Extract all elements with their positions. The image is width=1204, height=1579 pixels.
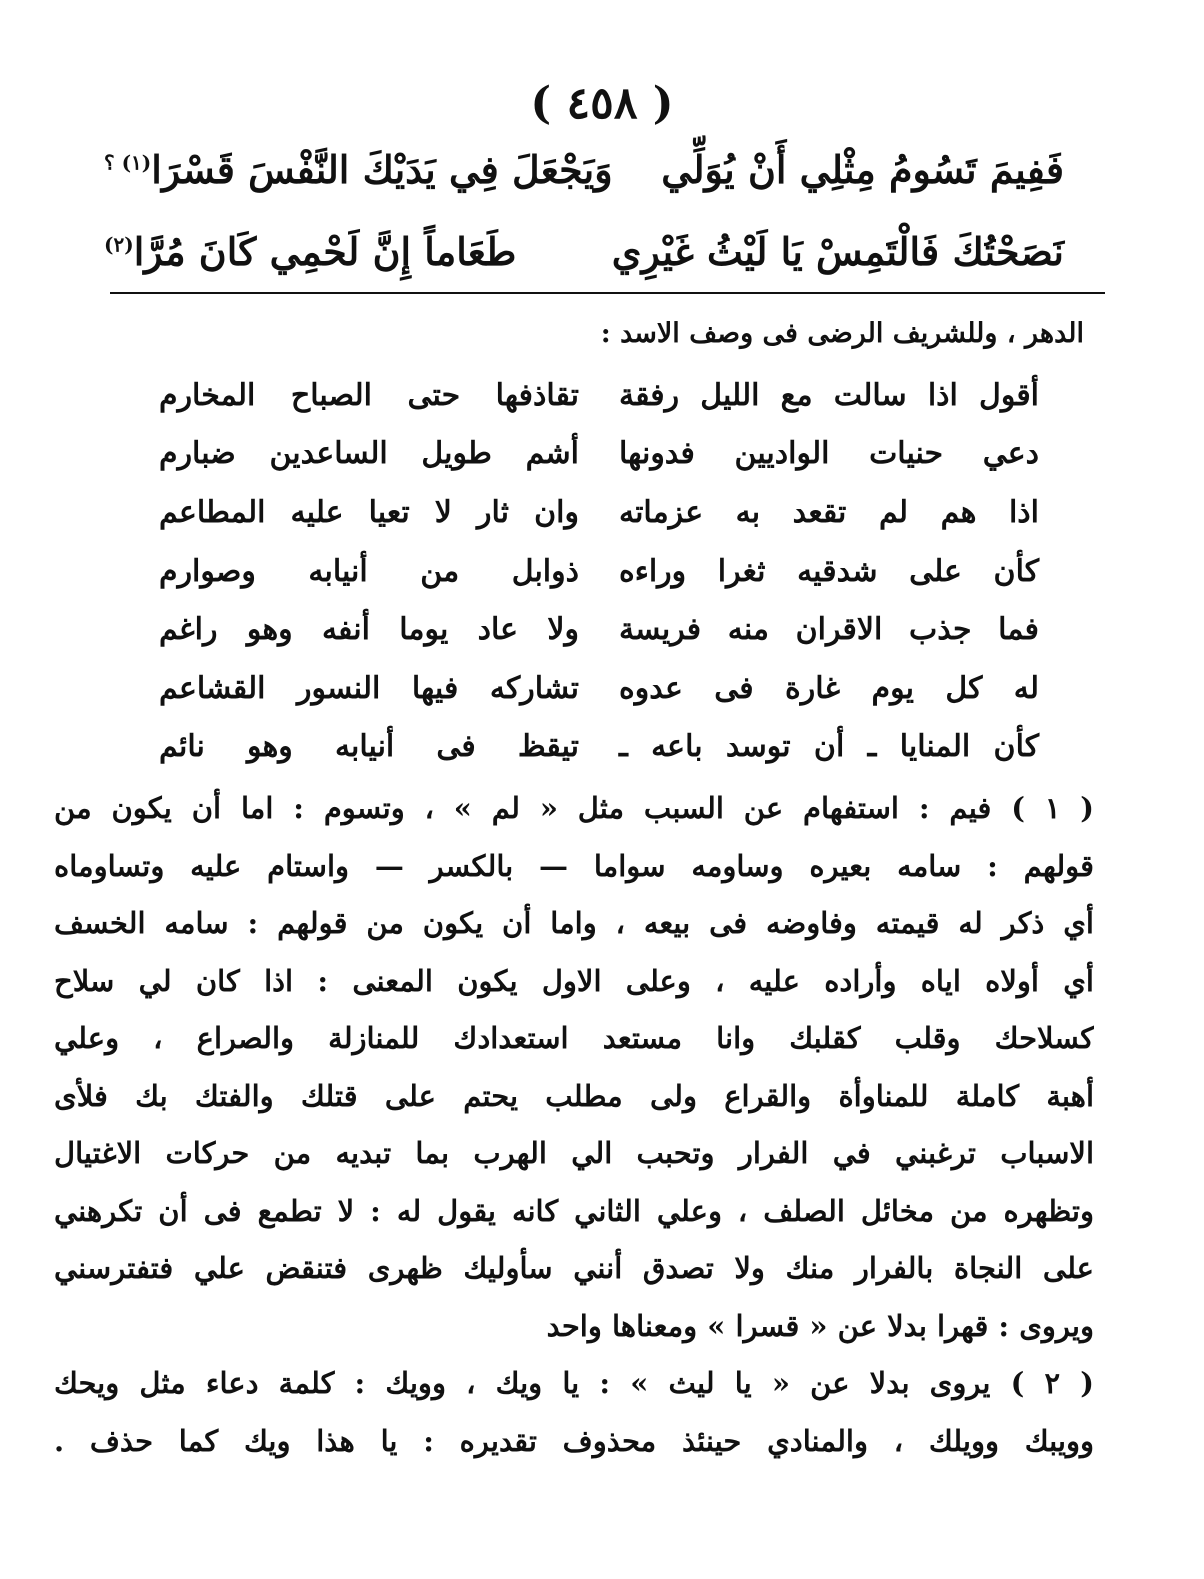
poem-second-hemistich: تيقظ فى أنيابه وهو نائم xyxy=(159,729,579,765)
top-verses xyxy=(104,128,1064,292)
poem-line xyxy=(159,366,1039,425)
poem-first-hemistich: فما جذب الاقران منه فريسة xyxy=(619,612,1039,648)
verse-text: طَعَاماً إِنَّ لَحْمِي كَانَ مُرَّا xyxy=(133,228,517,274)
footnote-line: على النجاة بالفرار منك ولا تصدق أنني سأوليك ظهرى فتنقض علي فتفترسني xyxy=(54,1251,1094,1285)
footnote-line: الاسباب ترغبني في الفرار وتحبب الي الهرب بما تبديه من حركات الاغتيال xyxy=(54,1136,1094,1170)
poem-second-hemistich: ذوابل من أنيابه وصوارم xyxy=(159,553,579,589)
poem-line xyxy=(159,718,1039,777)
footnotes xyxy=(54,780,1094,1470)
poem-first-hemistich: اذا هم لم تقعد به عزماته xyxy=(619,494,1039,530)
verse-text: وَيَجْعَلَ فِي يَدَيْكَ النَّفْسَ قَسْرَا xyxy=(151,146,613,192)
footnote-line: أهبة كاملة للمناوأة والقراع ولى مطلب يحتم على قتلك والفتك بك فلأى xyxy=(54,1078,1094,1113)
poem-first-hemistich: كأن المنايا ـ أن توسد باعه ـ xyxy=(619,729,1039,765)
verse-first-hemistich: نَصَحْتُكَ فَالْتَمِسْ يَا لَيْثُ غَيْرِي xyxy=(611,228,1064,274)
quoted-poem xyxy=(159,366,1039,776)
footnote-line: أي أولاه اياه وأراده عليه ، وعلى الاول يكون المعنى : اذا كان لي سلاح xyxy=(54,963,1094,998)
footnote-ref: (٢) xyxy=(104,231,134,256)
poem-line xyxy=(159,483,1039,542)
poem-first-hemistich: دعي حنيات الواديين فدونها xyxy=(619,436,1039,472)
footnote-line: كسلاحك وقلب كقلبك وانا مستعد استعدادك للمنازلة والصراع ، وعلي xyxy=(54,1021,1094,1055)
verse-line xyxy=(104,128,1064,210)
poem-first-hemistich: كأن على شدقيه ثغرا وراءه xyxy=(619,553,1039,589)
page-number: ( ٤٥٨ ) xyxy=(530,78,674,129)
poem-line xyxy=(159,600,1039,659)
verse-second-hemistich xyxy=(104,147,613,192)
poem-second-hemistich: تشاركه فيها النسور القشاعم xyxy=(159,670,579,706)
footnote-ref: (١) ؟ xyxy=(104,149,152,174)
poem-second-hemistich: ولا عاد يوما أنفه وهو راغم xyxy=(159,612,579,648)
verse-line xyxy=(104,210,1064,292)
poem-line xyxy=(159,425,1039,484)
poem-second-hemistich: أشم طويل الساعدين ضبارم xyxy=(159,436,579,472)
poem-first-hemistich: أقول اذا سالت مع الليل رفقة xyxy=(619,377,1039,413)
footnote-line: أي ذكر له قيمته وفاوضه فى بيعه ، واما أن يكون من قولهم : سامه الخسف xyxy=(54,906,1094,940)
divider-rule xyxy=(110,292,1105,294)
poem-line xyxy=(159,659,1039,718)
footnote-line: وويبك وويلك ، والمنادي حينئذ محذوف تقديره : يا هذا ويك كما حذف . xyxy=(54,1423,1094,1458)
verse-first-hemistich: فَفِيمَ تَسُومُ مِثْلِي أَنْ يُوَلِّي xyxy=(661,146,1064,192)
poem-first-hemistich: له كل يوم غارة فى عدوه xyxy=(619,670,1039,706)
commentary-intro: الدهر ، وللشريف الرضى فى وصف الاسد : xyxy=(600,318,1084,349)
poem-second-hemistich: تقاذفها حتى الصباح المخارم xyxy=(159,377,579,413)
footnote-line: ويروى : قهرا بدلا عن « قسرا » ومعناها واحد xyxy=(546,1308,1094,1343)
poem-line xyxy=(159,542,1039,601)
poem-second-hemistich: وان ثار لا تعيا عليه المطاعم xyxy=(159,494,579,530)
verse-second-hemistich xyxy=(104,229,516,274)
footnote-line: وتظهره من مخائل الصلف ، وعلي الثاني كانه يقول له : لا تطمع فى أن تكرهني xyxy=(54,1193,1094,1228)
footnote-line: ( ١ ) فيم : استفهام عن السبب مثل « لم » ، وتسوم : اما أن يكون من xyxy=(54,791,1094,825)
footnote-line: ( ٢ ) يروى بدلا عن « يا ليث » : يا ويك ، وويك : كلمة دعاء مثل ويحك xyxy=(54,1366,1094,1400)
footnote-line: قولهم : سامه بعيره وساومه سواما — بالكسر — واستام عليه وتساوماه xyxy=(54,848,1094,883)
